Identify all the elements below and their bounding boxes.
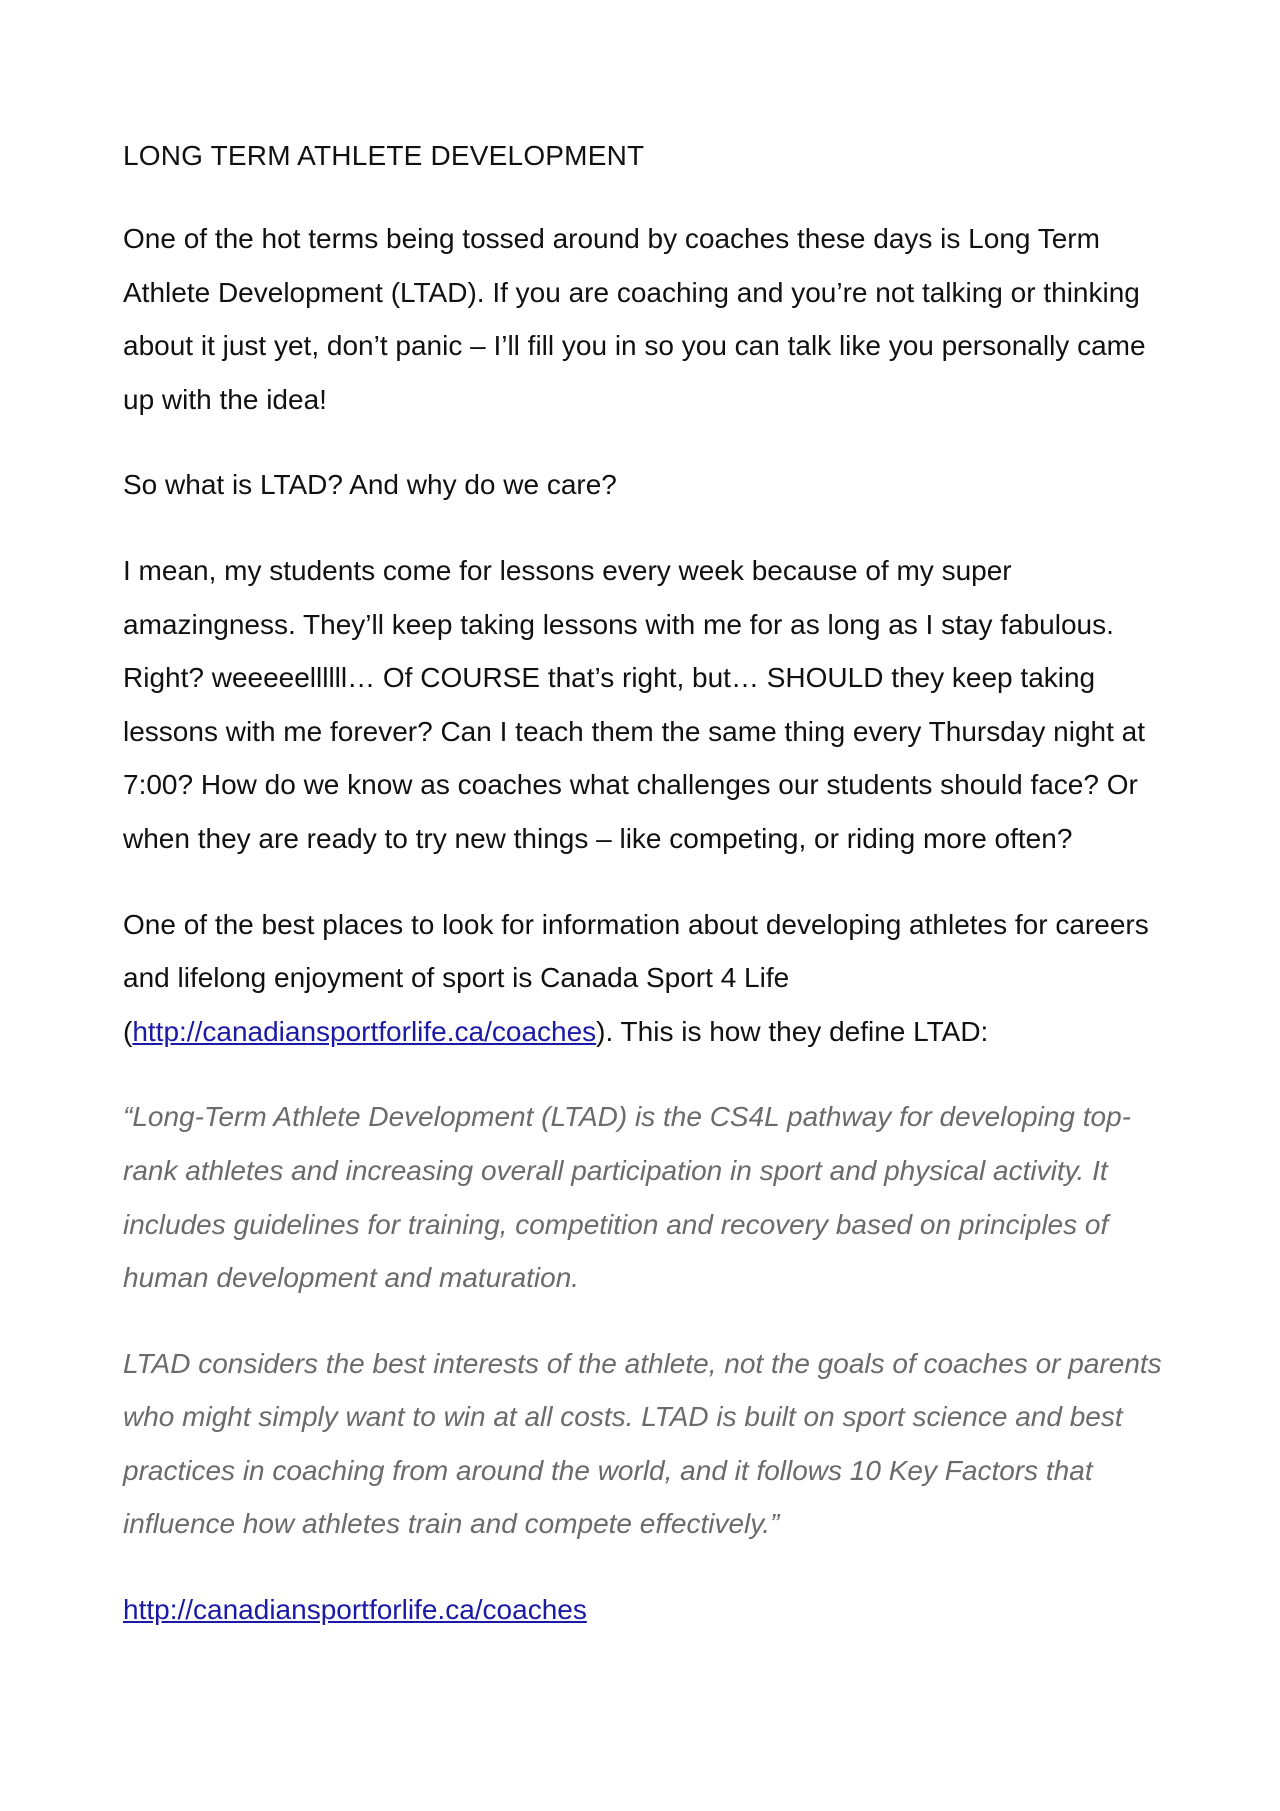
source-paragraph <box>123 898 1183 1059</box>
footer-link-paragraph <box>123 1583 1183 1637</box>
document-body <box>123 138 1183 1669</box>
source-text-before: One of the best places to look for information about developing athletes for careers and lifelong enjoyment of sport is Canada Sport 4 Life ( <box>123 908 1149 1047</box>
ltad-interests-quote: LTAD considers the best interests of the athlete, not the goals of coaches or parents who might simply want to win at all costs. LTAD is built on sport science and best practices in coaching from around the world, and it follows 10 Key Factors that influence how athletes train and compete effectively.” <box>123 1347 1162 1540</box>
question-paragraph: So what is LTAD? And why do we care? <box>123 469 617 501</box>
ltad-definition-quote: “Long-Term Athlete Development (LTAD) is the CS4L pathway for developing top-rank athletes and increasing overall participation in sport and physical activity. It includes guidelines for training, competition and recovery based on principles of human development and maturation. <box>123 1101 1131 1294</box>
cs4l-inline-link[interactable]: http://canadiansportforlife.ca/coaches <box>132 1015 597 1047</box>
cs4l-footer-link[interactable]: http://canadiansportforlife.ca/coaches <box>123 1594 587 1626</box>
students-paragraph: I mean, my students come for lessons every week because of my super amazingness. They’ll keep taking lessons with me for as long as I stay fabulous. Right? weeeeellllll… Of COURSE that’s right, but… SHOULD they keep taking lessons with me forever? Can I teach them the same thing every Thursday night at 7:00? How do we know as coaches what challenges our students should face? Or when they are ready to try new things – like competing, or riding more often? <box>123 554 1145 854</box>
source-text-after: ). This is how they define LTAD: <box>596 1015 989 1047</box>
intro-paragraph: One of the hot terms being tossed around by coaches these days is Long Term Athlete Development (LTAD). If you are coaching and you’re not talking or thinking about it just yet, don’t panic – I’ll fill you in so you can talk like you personally came up with the idea! <box>123 223 1146 415</box>
document-title: LONG TERM ATHLETE DEVELOPMENT <box>123 140 645 171</box>
